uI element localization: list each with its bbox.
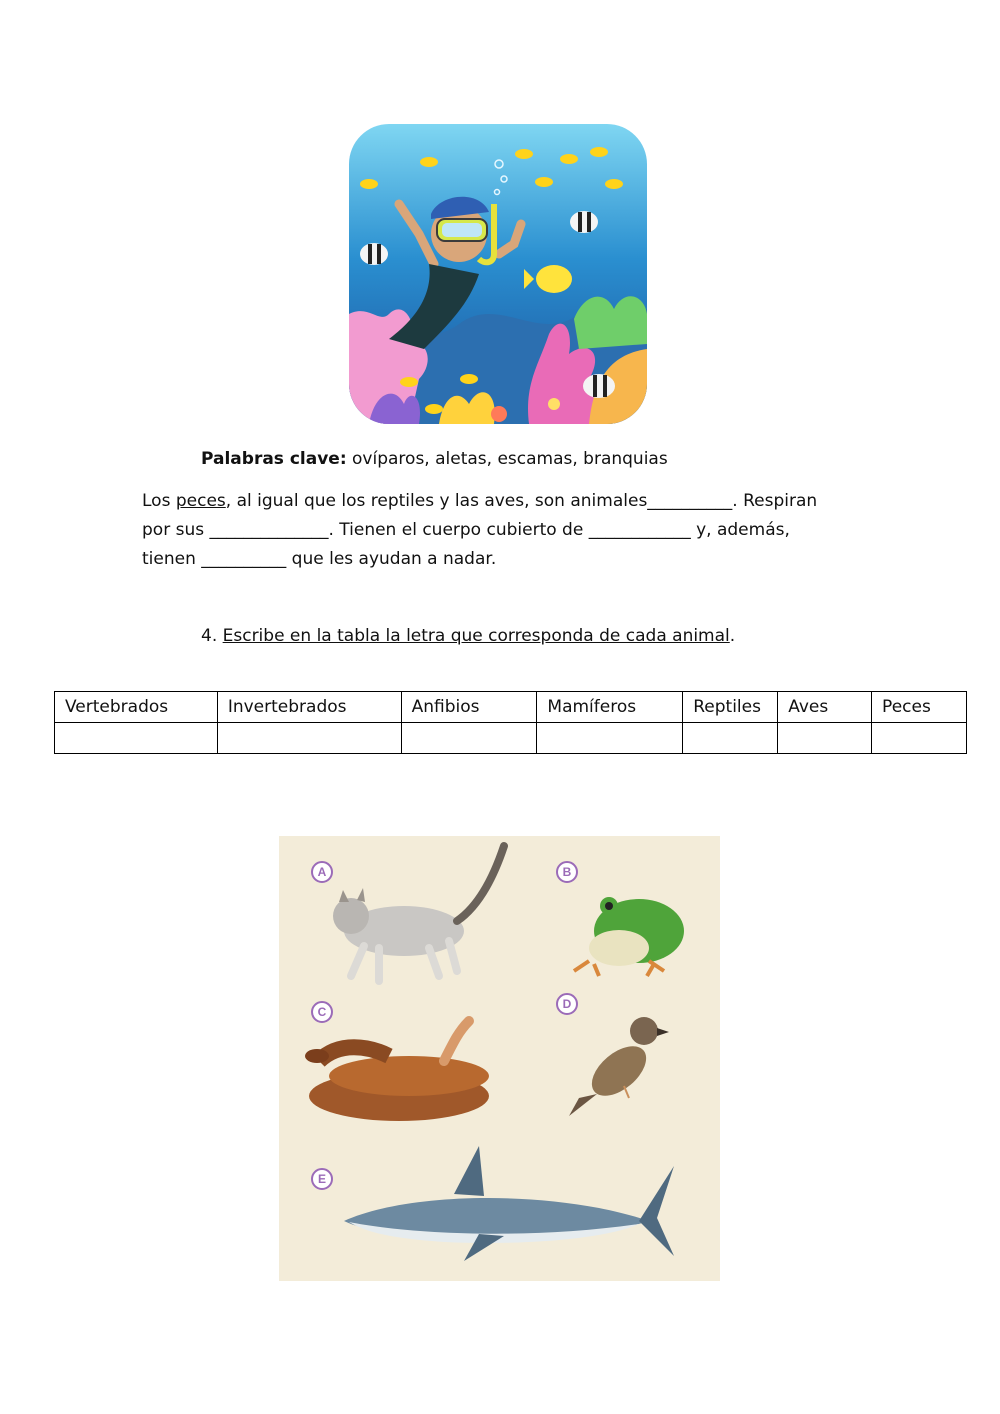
label-d-icon (557, 994, 577, 1014)
label-e-icon (312, 1169, 332, 1189)
answer-cell-mamiferos[interactable] (537, 723, 683, 754)
paragraph-line-1 (142, 487, 862, 516)
label-c-icon (312, 1002, 332, 1022)
classification-table (54, 691, 967, 754)
answer-cell-anfibios[interactable] (401, 723, 537, 754)
label-b-icon (557, 862, 577, 882)
svg-text:B: B (562, 865, 572, 879)
svg-text:E: E (317, 1172, 327, 1186)
peces-word: peces (175, 491, 226, 511)
instruction-text: Escribe en la tabla la letra que corresponda de cada animal (222, 626, 730, 646)
svg-text:C: C (317, 1005, 327, 1019)
answer-cell-aves[interactable] (778, 723, 872, 754)
header-vertebrados: Vertebrados (55, 692, 218, 723)
exercise-4-instruction (201, 626, 735, 646)
exercise-number: 4. (201, 626, 223, 646)
fill-in-paragraph (142, 487, 862, 574)
keywords-list: ovíparos, aletas, escamas, branquias (346, 449, 668, 469)
answer-cell-peces[interactable] (872, 723, 967, 754)
answer-row[interactable] (55, 723, 967, 754)
svg-text:D: D (562, 997, 572, 1011)
table-header-row (55, 692, 967, 723)
header-aves: Aves (778, 692, 872, 723)
paragraph-line-2: por sus ______________. Tienen el cuerpo cubierto de ____________ y, además, (142, 520, 790, 540)
keywords-label: Palabras clave: (201, 449, 347, 469)
svg-text:A: A (317, 865, 327, 879)
paragraph-text: Los (142, 491, 176, 511)
animals-panel (279, 836, 720, 1281)
header-invertebrados: Invertebrados (217, 692, 401, 723)
answer-cell-invertebrados[interactable] (217, 723, 401, 754)
paragraph-line-3: tienen __________ que les ayudan a nadar. (142, 549, 497, 569)
header-reptiles: Reptiles (683, 692, 778, 723)
snorkeler-ocean-illustration (349, 124, 647, 424)
instruction-period: . (729, 626, 736, 646)
header-mamiferos: Mamíferos (537, 692, 683, 723)
header-anfibios: Anfibios (401, 692, 537, 723)
answer-cell-vertebrados[interactable] (55, 723, 218, 754)
answer-cell-reptiles[interactable] (683, 723, 778, 754)
header-peces: Peces (872, 692, 967, 723)
keywords-line (201, 449, 668, 469)
label-a-icon (312, 862, 332, 882)
paragraph-text: , al igual que los reptiles y las aves, son animales__________. Respiran (225, 491, 818, 511)
